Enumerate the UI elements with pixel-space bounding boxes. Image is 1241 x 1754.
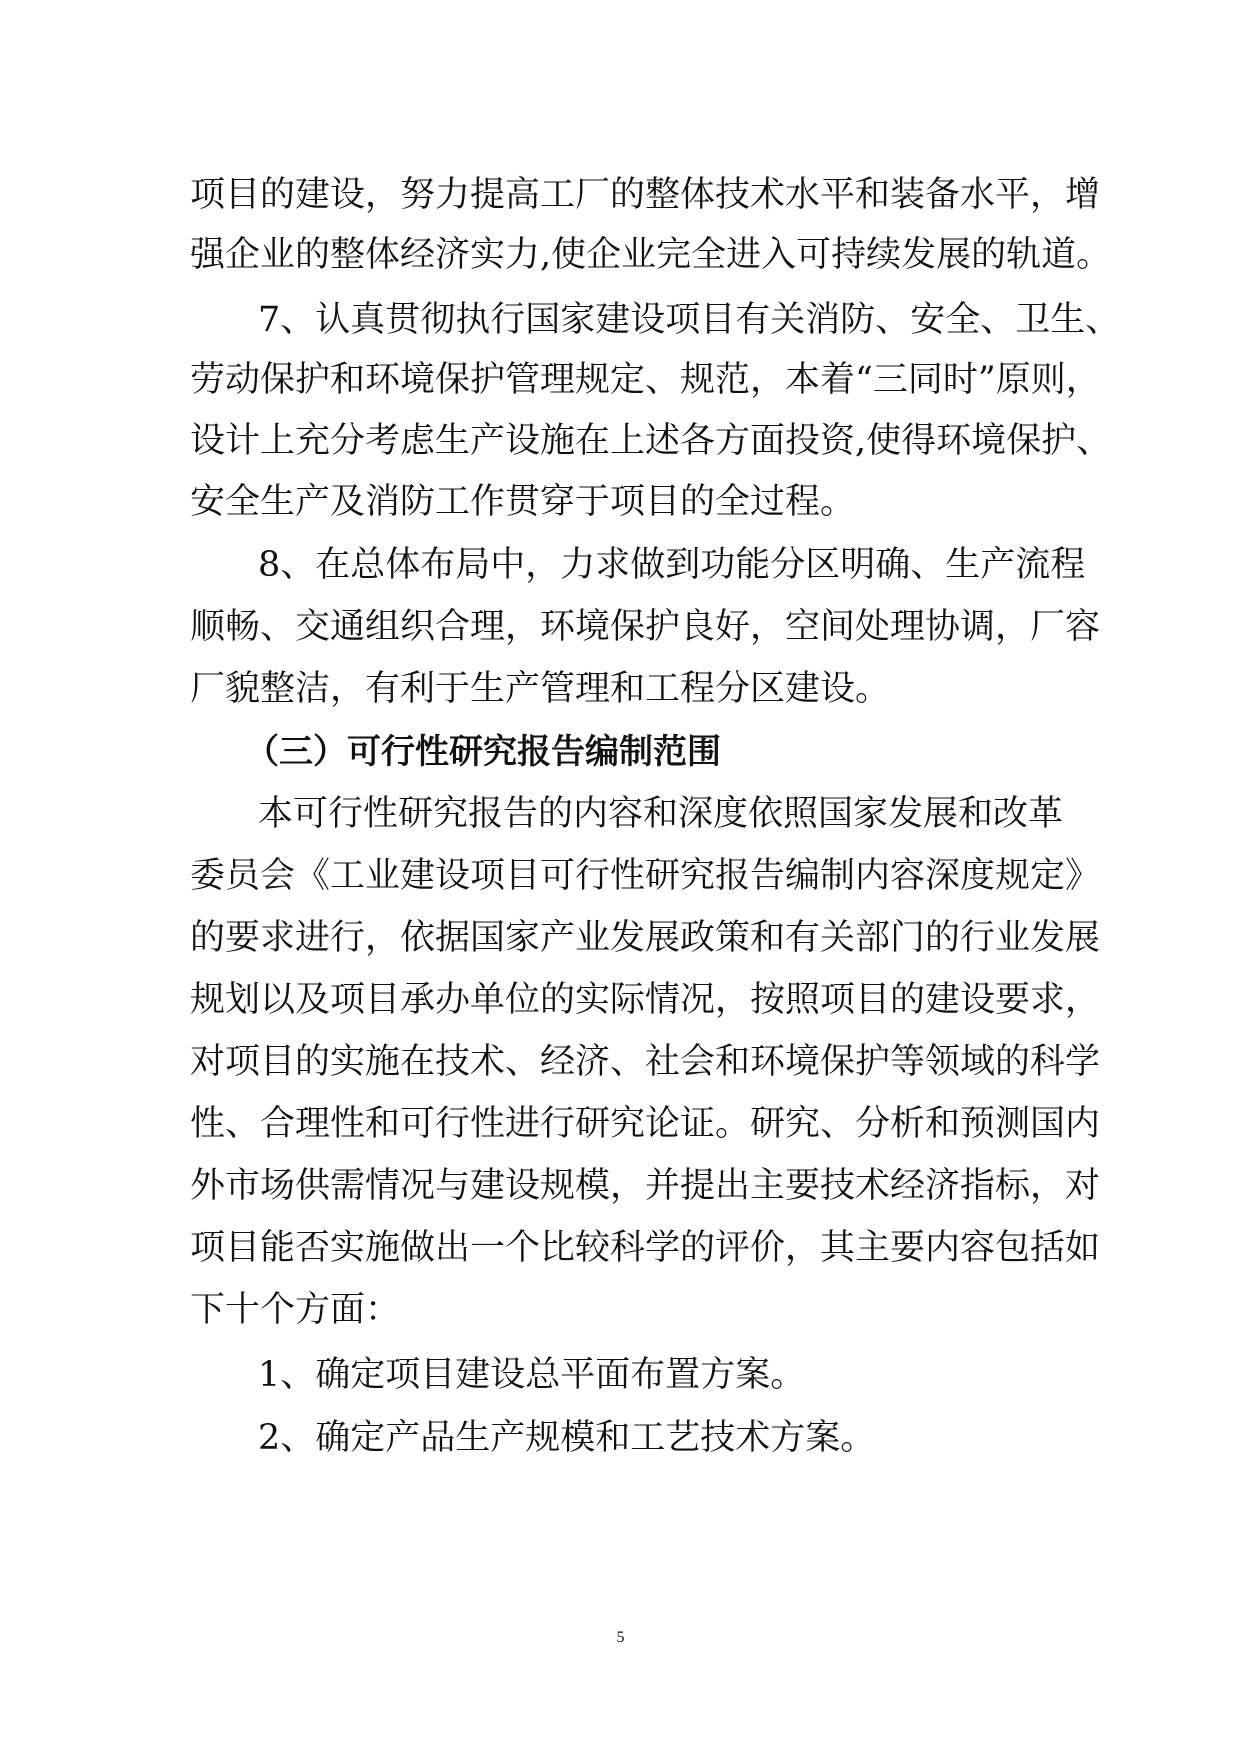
paragraph-line: 本可行性研究报告的内容和深度依照国家发展和改革 (258, 794, 1064, 834)
page-number: 5 (616, 1629, 625, 1646)
paragraph-line: 8、在总体布局中，力求做到功能分区明确、生产流程 (258, 545, 1086, 585)
paragraph-line: 强企业的整体经济实力,使企业完全进入可持续发展的轨道。 (190, 235, 1112, 275)
paragraph-line: 设计上充分考虑生产设施在上述各方面投资,使得环境保护、 (190, 421, 1112, 461)
paragraph-line: 委员会《工业建设项目可行性研究报告编制内容深度规定》 (190, 856, 1101, 896)
paragraph-line: 项目的建设，努力提高工厂的整体技术水平和装备水平，增 (190, 175, 1101, 215)
paragraph-line: 7、认真贯彻执行国家建设项目有关消防、安全、卫生、 (258, 300, 1121, 340)
paragraph-line: 项目能否实施做出一个比较科学的评价，其主要内容包括如 (190, 1228, 1101, 1268)
paragraph-line: 对项目的实施在技术、经济、社会和环境保护等领域的科学 (190, 1042, 1101, 1082)
paragraph-line: 顺畅、交通组织合理，环境保护良好，空间处理协调，厂容 (190, 607, 1101, 647)
list-item: 2、确定产品生产规模和工艺技术方案。 (258, 1418, 876, 1458)
paragraph-line: 的要求进行，依据国家产业发展政策和有关部门的行业发展 (190, 918, 1101, 958)
paragraph-line: 劳动保护和环境保护管理规定、规范，本着“三同时”原则， (190, 360, 1101, 400)
paragraph-line: 下十个方面： (190, 1290, 401, 1330)
list-item: 1、确定项目建设总平面布置方案。 (258, 1355, 806, 1395)
paragraph-line: 性、合理性和可行性进行研究论证。研究、分析和预测国内 (190, 1104, 1101, 1144)
section-heading: （三）可行性研究报告编制范围 (245, 732, 721, 772)
paragraph-line: 规划以及项目承办单位的实际情况，按照项目的建设要求， (190, 980, 1101, 1020)
paragraph-line: 安全生产及消防工作贯穿于项目的全过程。 (190, 482, 856, 522)
paragraph-line: 厂貌整洁，有利于生产管理和工程分区建设。 (190, 669, 891, 709)
paragraph-line: 外市场供需情况与建设规模，并提出主要技术经济指标，对 (190, 1166, 1101, 1206)
